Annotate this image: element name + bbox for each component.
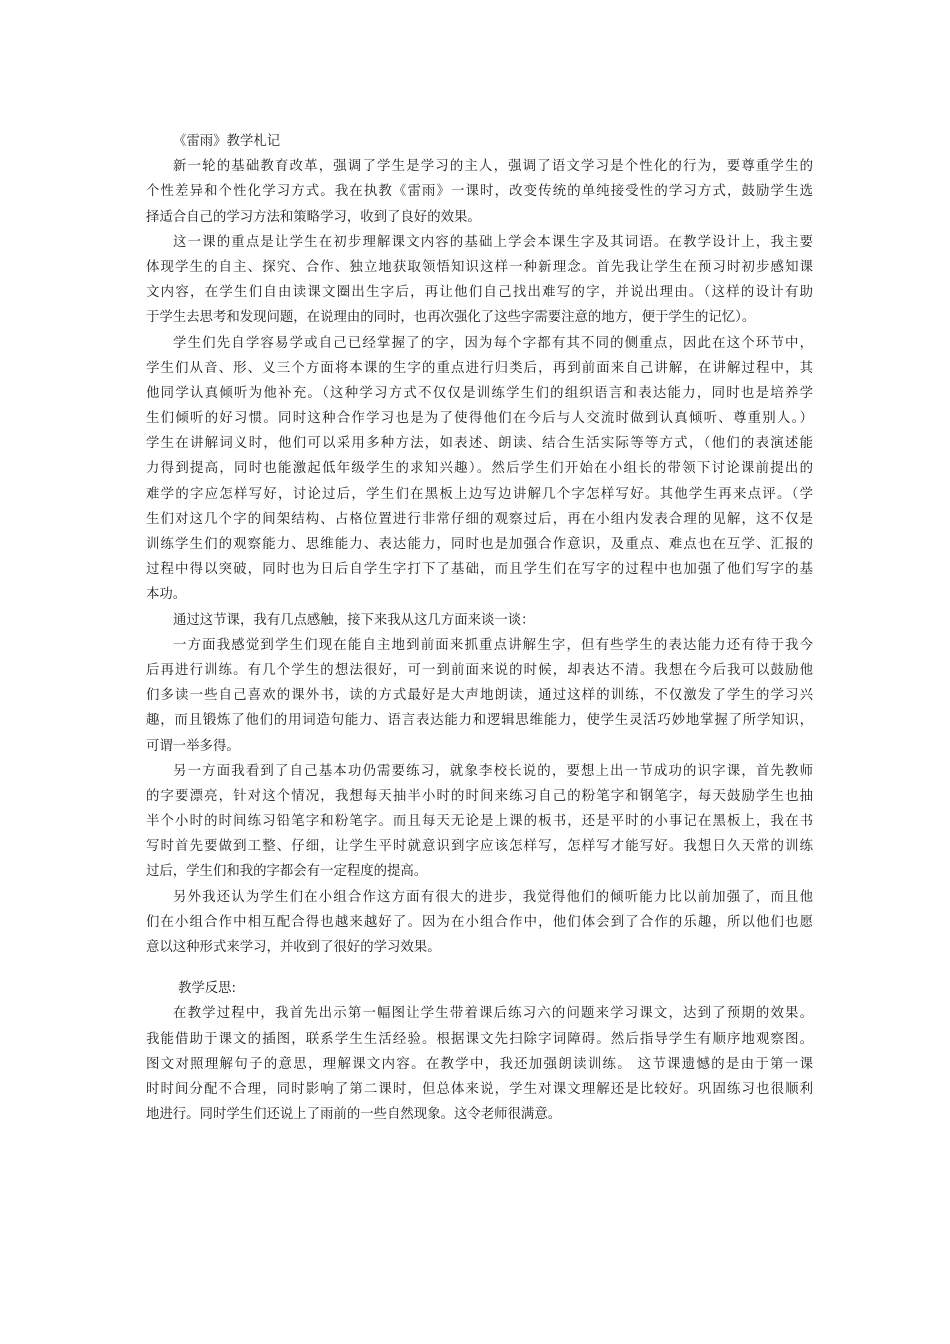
section-gap <box>146 960 813 976</box>
document-title: 《雷雨》教学札记 <box>173 134 281 149</box>
paragraph-line: 趣，而且锻炼了他们的用词造句能力、语言表达能力和逻辑思维能力，使学生灵活巧妙地掌握了所学知识， <box>146 713 813 729</box>
paragraph-line: 这一课的重点是让学生在初步理解课文内容的基础上学会本课生字及其词语。在教学设计上，我主要 <box>173 234 813 250</box>
paragraph-line: 新一轮的基础教育改革，强调了学生是学习的主人，强调了语文学习是个性化的行为，要尊重学生的 <box>173 159 813 175</box>
paragraph-line: 过程中得以突破，同时也为日后自学生字打下了基础，而且学生们在写字的过程中也加强了他们写字的基 <box>146 562 813 578</box>
paragraph-line: 们在小组合作中相互配合得也越来越好了。因为在小组合作中，他们体会到了合作的乐趣，所以他们也愿 <box>146 914 813 930</box>
paragraph <box>146 759 813 885</box>
paragraph-line: 另一方面我看到了自己基本功仍需要练习，就象李校长说的，要想上出一节成功的识字课，首先教师 <box>173 763 813 779</box>
paragraph-line: 体现学生的自主、探究、合作、独立地获取领悟知识这样一种新理念。首先我让学生在预习时初步感知课 <box>146 259 813 275</box>
document-body <box>146 129 813 1127</box>
paragraph <box>146 608 813 633</box>
paragraph-line: 过后，学生们和我的字都会有一定程度的提高。 <box>146 864 428 880</box>
paragraph-line: 生们倾听的好习惯。同时这种合作学习也是为了使得他们在今后与人交流时做到认真倾听、尊重别人。） <box>146 411 813 427</box>
paragraph-line: 训练学生们的观察能力、思维能力、表达能力，同时也是加强合作意识，及重点、难点也在互学、汇报的 <box>146 537 813 552</box>
paragraph-line: 择适合自己的学习方法和策略学习，收到了良好的效果。 <box>146 209 481 225</box>
reflection-body <box>146 1001 813 1127</box>
reflection-line: 图文对照理解句子的意思，理解课文内容。在教学中，我还加强朗读训练。 这节课遗憾的是由于第一课 <box>146 1056 813 1072</box>
paragraph <box>146 331 813 608</box>
paragraph-line: 文内容，在学生们自由读课文圈出生字后，再让他们自己找出难写的字，并说出理由。（这样的设计有助 <box>146 285 813 301</box>
paragraph-line: 通过这节课，我有几点感触，接下来我从这几方面来谈一谈： <box>173 612 535 628</box>
reflection-heading: 教学反思: <box>178 981 237 997</box>
paragraph-line: 力得到提高，同时也能激起低年级学生的求知兴趣）。然后学生们开始在小组长的带领下讨论课前提出的 <box>146 461 813 477</box>
paragraph-line: 于学生去思考和发现问题，在说理由的同时，也再次强化了这些字需要注意的地方，便于学生的记忆）。 <box>146 310 756 326</box>
paragraph-line: 另外我还认为学生们在小组合作这方面有很大的进步，我觉得他们的倾听能力比以前加强了，而且他 <box>173 889 813 905</box>
reflection-line: 在教学过程中，我首先出示第一幅图让学生带着课后练习六的问题来学习课文，达到了预期的效果。 <box>173 1006 813 1022</box>
paragraph-line: 学生们先自学容易学或自己已经掌握了的字，因为每个字都有其不同的侧重点，因此在这个环节中， <box>173 335 813 351</box>
paragraph <box>146 885 813 961</box>
paragraph-line: 他同学认真倾听为他补充。（这种学习方式不仅仅是训练学生们的组织语言和表达能力，同时也是培养学 <box>146 385 813 401</box>
paragraph-line: 一方面我感觉到学生们现在能自主地到前面来抓重点讲解生字，但有些学生的表达能力还有待于我今 <box>173 637 813 653</box>
paragraph-line: 本功。 <box>146 587 187 603</box>
paragraph <box>146 633 813 759</box>
paragraph-line: 可谓一举多得。 <box>146 738 240 754</box>
paragraph-line: 学生在讲解词义时，他们可以采用多种方法，如表述、朗读、结合生活实际等等方式，（他们的表演述能 <box>146 436 813 452</box>
paragraphs <box>146 154 813 960</box>
paragraph-line: 们多读一些自己喜欢的课外书，读的方式最好是大声地朗读，通过这样的训练，不仅激发了学生的学习兴 <box>146 688 813 704</box>
paragraph-line: 意以这种形式来学习，并收到了很好的学习效果。 <box>146 940 441 955</box>
paragraph-line: 写时首先要做到工整、仔细，让学生平时就意识到字应该怎样写，怎样写才能写好。我想日久天常的训练 <box>146 839 813 855</box>
reflection-line: 地进行。同时学生们还说上了雨前的一些自然现象。这令老师很满意。 <box>146 1107 562 1123</box>
paragraph <box>146 154 813 230</box>
paragraph-line: 的字要漂亮，针对这个情况，我想每天抽半小时的时间来练习自己的粉笔字和钢笔字，每天鼓励学生也抽 <box>146 788 813 804</box>
reflection-line: 时时间分配不合理，同时影响了第二课时，但总体来说，学生对课文理解还是比较好。巩固练习也很顺利 <box>146 1081 813 1097</box>
paragraph-line: 生们对这几个字的间架结构、占格位置进行非常仔细的观察过后，再在小组内发表合理的见解，这不仅是 <box>146 511 813 527</box>
paragraph <box>146 230 813 331</box>
paragraph-line: 个性差异和个性化学习方式。我在执教《雷雨》一课时，改变传统的单纯接受性的学习方式，鼓励学生选 <box>146 184 813 200</box>
paragraph-line: 难学的字应怎样写好，讨论过后，学生们在黑板上边写边讲解几个字怎样写好。其他学生再来点评。（学 <box>146 486 813 502</box>
paragraph-line: 半个小时的时间练习铅笔字和粉笔字。而且每天无论是上课的板书，还是平时的小事记在黑板上，我在书 <box>146 814 813 830</box>
paragraph-line: 学生们从音、形、义三个方面将本课的生字的重点进行归类后，再到前面来自己讲解，在讲解过程中，其 <box>146 360 813 376</box>
paragraph-line: 后再进行训练。有几个学生的想法很好，可一到前面来说的时候，却表达不清。我想在今后我可以鼓励他 <box>146 662 813 678</box>
reflection-line: 我能借助于课文的插图，联系学生生活经验。根据课文先扫除字词障碍。然后指导学生有顺序地观察图。 <box>146 1031 813 1047</box>
